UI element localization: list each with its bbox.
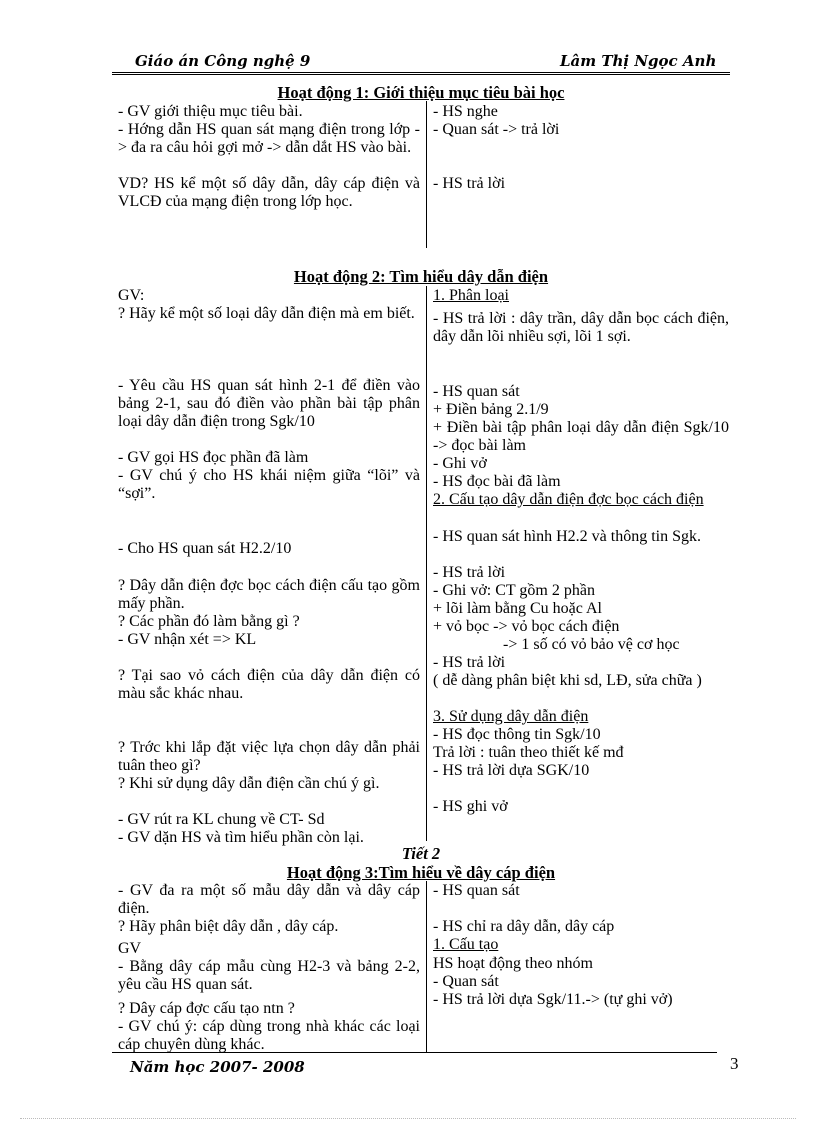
period-label: Tiết 2 bbox=[401, 844, 441, 863]
s2-left-q5: ? Trớc khi lắp đặt việc lựa chọn dây dẫn phải tuân theo gì? bbox=[118, 739, 420, 774]
s2-left-q3: ? Các phần đó làm bằng gì ? bbox=[118, 613, 300, 630]
s2-right-observe: - HS quan sát bbox=[433, 383, 520, 400]
footer-school-year: Năm học 2007- 2008 bbox=[130, 1058, 305, 1076]
s3-left-5: - GV chú ý: cáp dùng trong nhà khác các loại cáp chuyên dùng khác. bbox=[118, 1018, 420, 1053]
page-edge-dots bbox=[20, 1118, 796, 1119]
s2-left-observe: - Cho HS quan sát H2.2/10 bbox=[118, 540, 292, 557]
s2-left-task: - Yêu cầu HS quan sát hình 2-1 để điền vào bảng 2-1, sau đó điền vào phần bài tập phân loại dây dẫn điện trong Sgk/10 bbox=[118, 377, 420, 430]
s2-left-q2: ? Dây dẫn điện đợc bọc cách điện cấu tạo gồm mấy phần. bbox=[118, 577, 420, 612]
s2-right-read2: - HS đọc thông tin Sgk/10 bbox=[433, 726, 601, 743]
s2-right-ans5: - HS trả lời dựa SGK/10 bbox=[433, 762, 590, 779]
s2-left-conclude: - GV nhận xét => KL bbox=[118, 631, 257, 648]
header-rule bbox=[112, 72, 730, 73]
s3-right-5: - HS trả lời dựa Sgk/11.-> (tự ghi vở) bbox=[433, 991, 673, 1008]
s2-right-ct: - Ghi vở: CT gồm 2 phần bbox=[433, 582, 595, 599]
s3-left-1: - GV đa ra một số mẫu dây dẫn và dây cáp điện. bbox=[118, 882, 420, 917]
s2-right-fill: + Điền bảng 2.1/9 bbox=[433, 401, 549, 418]
s1-left-3: VD? HS kể một số dây dẫn, dây cáp điện và VLCĐ của mạng điện trong lớp học. bbox=[118, 175, 420, 210]
s2-right-answer: - HS trả lời : dây trần, dây dẫn bọc cách điện, dây dẫn lõi nhiều sợi, lõi 1 sợi. bbox=[433, 310, 729, 345]
s2-left-kl: - GV rút ra KL chung về CT- Sd bbox=[118, 811, 325, 828]
s3-left-2: ? Hãy phân biệt dây dẫn , dây cáp. bbox=[118, 918, 339, 935]
s2-left-call: - GV gọi HS đọc phần đã làm bbox=[118, 449, 309, 466]
s1-right-1: - HS nghe bbox=[433, 103, 498, 120]
s2-right-ans3: - HS trả lời bbox=[433, 654, 506, 671]
s2-right-core: + lõi làm bằng Cu hoặc Al bbox=[433, 600, 602, 617]
s1-left-2: - Hớng dẫn HS quan sát mạng điện trong lớp -> đa ra câu hỏi gợi mở -> dẫn dắt HS vào bài. bbox=[118, 121, 420, 156]
s3-right-1: - HS quan sát bbox=[433, 882, 520, 899]
s2-right-exercise: + Điền bài tập phân loại dây dẫn điện Sgk/10 -> đọc bài làm bbox=[433, 419, 729, 454]
section-1-divider bbox=[426, 101, 427, 248]
s2-right-note: - HS ghi vở bbox=[433, 798, 508, 815]
s3-left-3: - Bằng dây cáp mẫu cùng H2-3 và bảng 2-2, yêu cầu HS quan sát. bbox=[118, 958, 420, 993]
s2-right-observe2: - HS quan sát hình H2.2 và thông tin Sgk. bbox=[433, 528, 701, 545]
s2-right-shell: + vỏ bọc -> vỏ bọc cách điện bbox=[433, 618, 620, 635]
s3-right-3: HS hoạt động theo nhóm bbox=[433, 955, 593, 972]
s1-left-1: - GV giới thiệu mục tiêu bài. bbox=[118, 103, 303, 120]
s3-left-4: ? Dây cáp đợc cấu tạo ntn ? bbox=[118, 1000, 295, 1017]
s2-left-q6: ? Khi sử dụng dây dẫn điện cần chú ý gì. bbox=[118, 775, 380, 792]
s2-right-h1: 1. Phân loại bbox=[433, 287, 509, 304]
s2-right-protect: -> 1 số có vỏ bảo vệ cơ học bbox=[503, 636, 680, 653]
s2-right-ans2: - HS trả lời bbox=[433, 564, 506, 581]
s2-left-homework: - GV dặn HS và tìm hiểu phần còn lại. bbox=[118, 829, 364, 846]
header-subject: Giáo án Công nghệ 9 bbox=[135, 52, 311, 70]
footer-rule bbox=[112, 1052, 717, 1053]
header-author: Lâm Thị Ngọc Anh bbox=[560, 52, 717, 70]
s2-right-h2: 2. Cấu tạo dây dẫn điện đợc bọc cách điện bbox=[433, 491, 704, 508]
s1-right-2: - Quan sát -> trả lời bbox=[433, 121, 560, 138]
page-number: 3 bbox=[730, 1054, 739, 1073]
section-2-divider bbox=[426, 286, 427, 841]
header-rule-2 bbox=[112, 74, 730, 75]
s2-left-q4: ? Tại sao vỏ cách điện của dây dẫn điện có màu sắc khác nhau. bbox=[118, 667, 420, 702]
s3-right-h1: 1. Cấu tạo bbox=[433, 936, 499, 953]
section-3-divider bbox=[426, 881, 427, 1052]
s2-right-h3: 3. Sử dụng dây dẫn điện bbox=[433, 708, 589, 725]
section-3-title: Hoạt động 3:Tìm hiểu về dây cáp điện bbox=[286, 863, 556, 882]
s1-right-3: - HS trả lời bbox=[433, 175, 506, 192]
s3-right-2: - HS chỉ ra dây dẫn, dây cáp bbox=[433, 918, 615, 935]
section-1-title: Hoạt động 1: Giới thiệu mục tiêu bài học bbox=[277, 83, 565, 102]
s2-right-read: - HS đọc bài đã làm bbox=[433, 473, 561, 490]
s3-right-4: - Quan sát bbox=[433, 973, 499, 990]
s2-right-notes: - Ghi vở bbox=[433, 455, 487, 472]
section-2-title: Hoạt động 2: Tìm hiểu dây dẫn điện bbox=[293, 267, 549, 286]
s2-left-gv: GV: bbox=[118, 287, 145, 304]
s2-left-q1: ? Hãy kể một số loại dây dẫn điện mà em biết. bbox=[118, 305, 415, 322]
s2-right-ans4: Trả lời : tuân theo thiết kế mđ bbox=[433, 744, 624, 761]
s2-left-note: - GV chú ý cho HS khái niệm giữa “lõi” và “sợi”. bbox=[118, 467, 420, 502]
s2-right-reason: ( dễ dàng phân biệt khi sd, LĐ, sửa chữa ) bbox=[433, 672, 702, 689]
s3-left-gv: GV bbox=[118, 940, 142, 957]
